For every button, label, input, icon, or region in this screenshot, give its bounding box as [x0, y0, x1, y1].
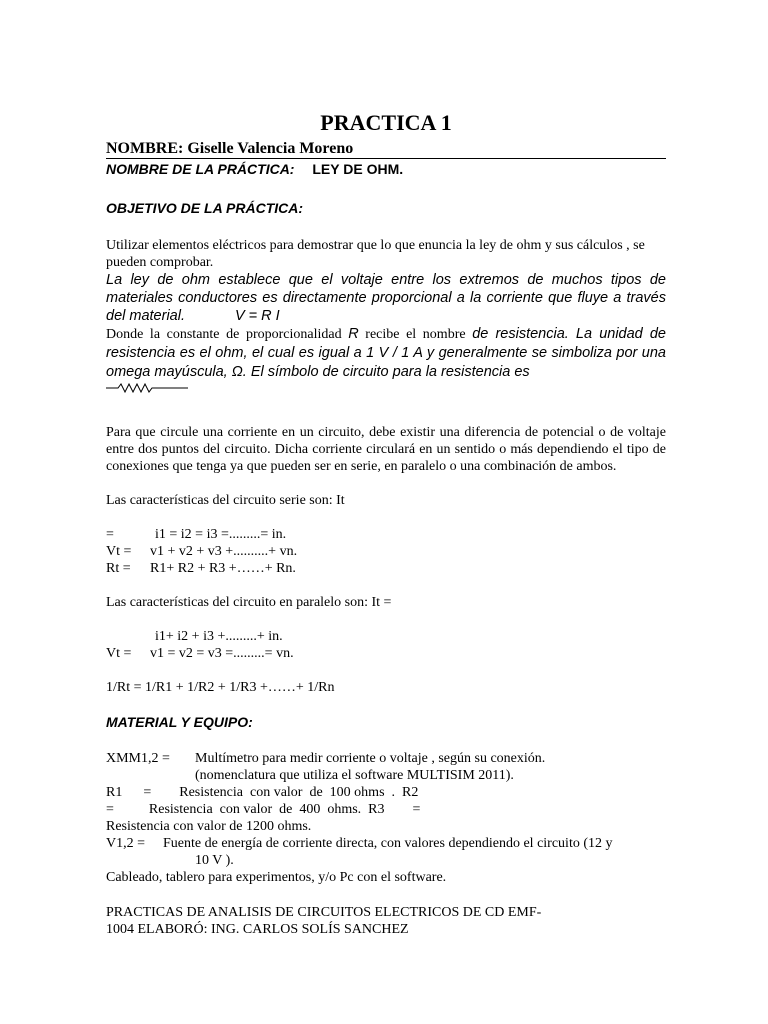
- practice-value: LEY DE OHM.: [312, 161, 404, 177]
- donde-r: R: [348, 326, 359, 342]
- material-v: [106, 835, 666, 852]
- material-v-note: 10 V ).: [195, 853, 234, 869]
- material-v-key: V1,2 =: [106, 836, 146, 852]
- material-heading: MATERIAL Y EQUIPO:: [106, 714, 253, 731]
- serie-formulas: [106, 526, 666, 577]
- paralelo-formulas: [106, 628, 666, 662]
- paralelo-row: [106, 628, 666, 645]
- donde-text-b: recibe el nombre: [365, 327, 466, 342]
- serie-row: [106, 543, 666, 560]
- ohm-formula: V = R I: [234, 308, 280, 324]
- serie-row: [106, 560, 666, 577]
- paralelo-row-value: i1+ i2 + i3 +.........+ in.: [155, 629, 283, 645]
- serie-row-value: v1 + v2 + v3 +..........+ vn.: [150, 544, 298, 560]
- resistance-paragraph: [106, 325, 666, 400]
- page-footer: [106, 904, 666, 938]
- nombre-value: Giselle Valencia Moreno: [187, 140, 354, 157]
- material-r2: = Resistencia con valor de 400 ohms. R3 =: [106, 802, 421, 818]
- nombre-label: NOMBRE:: [106, 140, 184, 157]
- ohm-law-text: La ley de ohm establece que el voltaje entre los extremos de muchos tipos de materiales conductores es directamente proporcional a la corriente que fluye a través del material.: [106, 272, 666, 324]
- student-name-line: [106, 140, 666, 159]
- resistance-text: de resistencia. La unidad de resistencia es el ohm, el cual es igual a 1 V / 1 A y generalmente se simboliza por una omega mayúscula, Ω. El símbolo de circuito para la resistencia es: [106, 326, 666, 380]
- current-paragraph: Para que circule una corriente en un circuito, debe existir una diferencia de potencial o de voltaje entre dos puntos del circuito. Dicha corriente circulará en un sentido o más dependiendo el tipo de conexiones que tenga ya que pueden ser en serie, en paralelo o una combinación de ambos.: [106, 425, 666, 475]
- material-xmm: [106, 750, 666, 767]
- material-xmm-note: (nomenclatura que utiliza el software MULTISIM 2011).: [195, 768, 514, 784]
- material-r1: R1 = Resistencia con valor de 100 ohms . R2: [106, 785, 419, 801]
- paralelo-row-key: Vt =: [106, 646, 132, 662]
- footer-line-2: 1004 ELABORÓ: ING. CARLOS SOLÍS SANCHEZ: [106, 922, 409, 938]
- serie-heading: Las características del circuito serie son: It: [106, 493, 345, 509]
- ohm-law-paragraph: [106, 271, 666, 325]
- paralelo-resistance: 1/Rt = 1/R1 + 1/R2 + 1/R3 +……+ 1/Rn: [106, 680, 335, 696]
- page-title: PRACTICA 1: [320, 110, 452, 135]
- serie-row-key: =: [106, 527, 114, 543]
- serie-row-key: Rt =: [106, 561, 131, 577]
- serie-row: [106, 526, 666, 543]
- resistor-symbol-icon: [106, 382, 190, 400]
- paralelo-row-value: v1 = v2 = v3 =.........= vn.: [150, 646, 294, 662]
- material-cable: Cableado, tablero para experimentos, y/o Pc con el software.: [106, 870, 447, 886]
- material-v-value: Fuente de energía de corriente directa, con valores dependiendo el circuito (12 y: [163, 836, 613, 852]
- paralelo-heading: Las características del circuito en paralelo son: It =: [106, 595, 392, 611]
- footer-line-1: PRACTICAS DE ANALISIS DE CIRCUITOS ELECTRICOS DE CD EMF-: [106, 905, 542, 921]
- document-page: [106, 110, 666, 938]
- objective-text: Utilizar elementos eléctricos para demostrar que lo que enuncia la ley de ohm y sus cálculos , se pueden comprobar.: [106, 238, 645, 270]
- material-xmm-key: XMM1,2 =: [106, 751, 170, 767]
- donde-text-a: Donde la constante de proporcionalidad: [106, 327, 342, 342]
- paralelo-row-key: [106, 628, 155, 645]
- serie-row-value: R1+ R2 + R3 +……+ Rn.: [150, 561, 296, 577]
- paralelo-row: [106, 645, 666, 662]
- material-xmm-value: Multímetro para medir corriente o voltaje , según su conexión.: [195, 751, 546, 767]
- serie-row-key: Vt =: [106, 544, 132, 560]
- serie-row-value: i1 = i2 = i3 =.........= in.: [155, 527, 287, 543]
- practice-label: NOMBRE DE LA PRÁCTICA:: [106, 161, 295, 177]
- material-list: [106, 750, 666, 886]
- objective-heading: OBJETIVO DE LA PRÁCTICA:: [106, 200, 304, 216]
- practice-name-line: [106, 160, 666, 178]
- material-r3: Resistencia con valor de 1200 ohms.: [106, 819, 312, 835]
